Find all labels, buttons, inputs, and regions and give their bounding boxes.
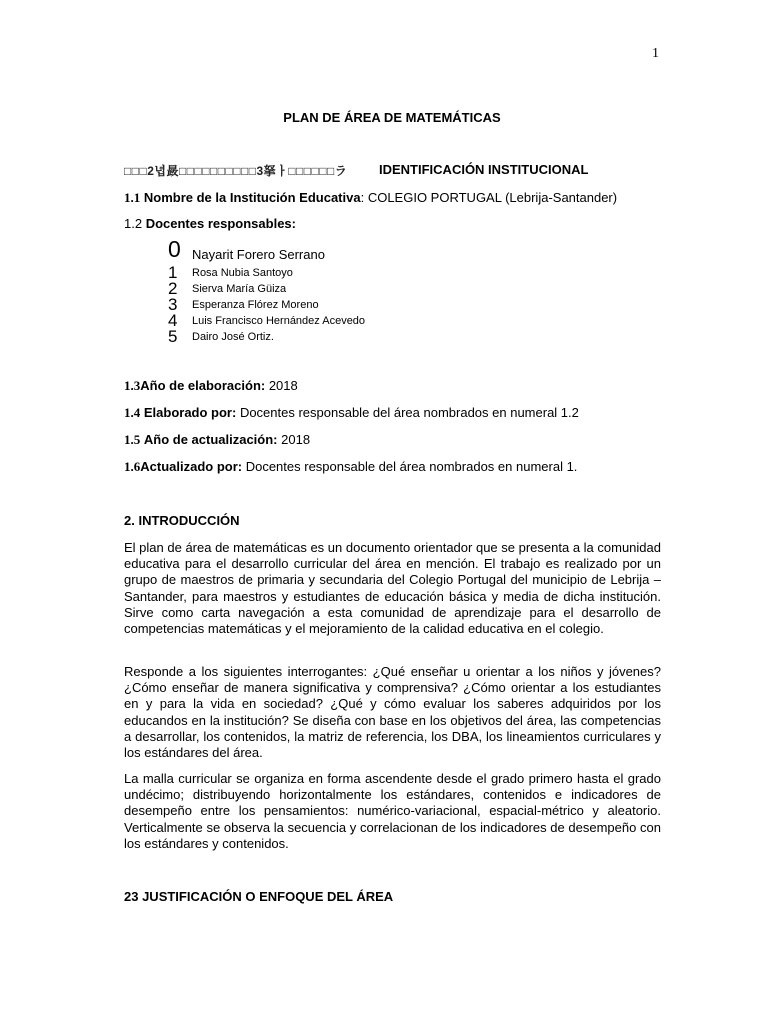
field-number: 1.5 xyxy=(124,432,141,447)
field-number: 1.1 xyxy=(124,190,141,205)
teacher-name: Rosa Nubia Santoyo xyxy=(192,267,293,279)
intro-paragraph: El plan de área de matemáticas es un documento orientador que se presenta a la comunidad educativa para el desarrollo curricular del área en mención. El trabajo es realizado por un grupo de maestros de primaria y secundaria del Colegio Portugal del municipio de Lebrija – Santander, para maestros y estudiantes de educación básica y media de dicha institución. Sirve como carta navegación a esta comunidad de aprendizaje para el desarrollo de competencias matemáticas y el mejoramiento de la calidad educativa en el colegio. xyxy=(124,540,661,637)
field-value: Docentes responsable del área nombrados en numeral 1. xyxy=(242,459,578,474)
intro-paragraph: Responde a los siguientes interrogantes: ¿Qué enseñar u orientar a los niños y jóvenes? ¿Cómo enseñar de manera significativa y comprensiva? ¿Cómo orientar a los estudiantes en y para la vida en sociedad? ¿Qué y cómo evaluar los saberes adquiridos por los educandos en la institución? Se diseña con base en los objetivos del área, las competencias a desarrollar, los contenidos, la matriz de referencia, los DBA, los lineamientos curriculares y los estándares del área. xyxy=(124,664,661,761)
garbled-text-artifact: □□□2녑晸□□□□□□□□□□3拏ㅏ□□□□□□ラ xyxy=(124,164,348,178)
teacher-name: Esperanza Flórez Moreno xyxy=(192,299,319,311)
teacher-name: Luis Francisco Hernández Acevedo xyxy=(192,315,366,327)
teacher-number: 2 xyxy=(168,279,178,298)
field-number: 1.4 xyxy=(124,405,141,420)
field-value: Docentes responsable del área nombrados en numeral 1.2 xyxy=(236,405,579,420)
field-actualizado-por xyxy=(124,459,577,475)
field-number: 1.2 xyxy=(124,216,143,231)
field-value: 2018 xyxy=(277,432,311,447)
field-ano-actualizacion xyxy=(124,432,310,448)
teacher-number: 5 xyxy=(168,327,178,346)
teacher-number: 0 xyxy=(168,236,181,262)
teacher-number: 3 xyxy=(168,295,178,314)
field-value: 2018 xyxy=(265,378,298,393)
field-label: Año de elaboración: xyxy=(140,378,266,393)
teacher-name: Sierva María Güiza xyxy=(192,283,287,295)
field-number: 1.6 xyxy=(124,459,141,474)
field-label: Docentes responsables: xyxy=(145,216,296,231)
field-label: Nombre de la Institución Educativa xyxy=(143,190,361,205)
field-elaborado-por xyxy=(124,405,579,421)
field-separator: : xyxy=(360,190,365,205)
field-docentes xyxy=(124,216,296,231)
field-ano-elaboracion xyxy=(124,378,298,394)
teacher-name: Dairo José Ortiz. xyxy=(192,331,274,343)
teacher-number: 4 xyxy=(168,311,178,330)
field-value: COLEGIO PORTUGAL (Lebrija-Santander) xyxy=(364,190,618,205)
document-title: PLAN DE ÁREA DE MATEMÁTICAS xyxy=(283,110,501,125)
field-label: Actualizado por: xyxy=(140,459,243,474)
teacher-name: Nayarit Forero Serrano xyxy=(192,247,325,262)
page-number: 1 xyxy=(652,46,659,61)
section-heading-identificacion: IDENTIFICACIÓN INSTITUCIONAL xyxy=(379,162,589,177)
section-heading-justificacion: 23 JUSTIFICACIÓN O ENFOQUE DEL ÁREA xyxy=(124,889,394,904)
field-label: Año de actualización: xyxy=(143,432,278,447)
field-number: 1.3 xyxy=(124,378,141,393)
section-heading-introduccion: 2. INTRODUCCIÓN xyxy=(124,513,240,528)
field-label: Elaborado por: xyxy=(143,405,237,420)
teacher-number: 1 xyxy=(168,263,178,282)
intro-paragraph: La malla curricular se organiza en forma ascendente desde el grado primero hasta el grado undécimo; distribuyendo horizontalmente los estándares, contenidos e indicadores de desempeño entre los pensamientos: numérico-variacional, espacial-métrico y aleatorio. Verticalmente se observa la secuencia y correlacionan de los indicadores de desempeño con los estándares y contenidos. xyxy=(124,771,661,851)
field-institucion xyxy=(124,190,617,206)
